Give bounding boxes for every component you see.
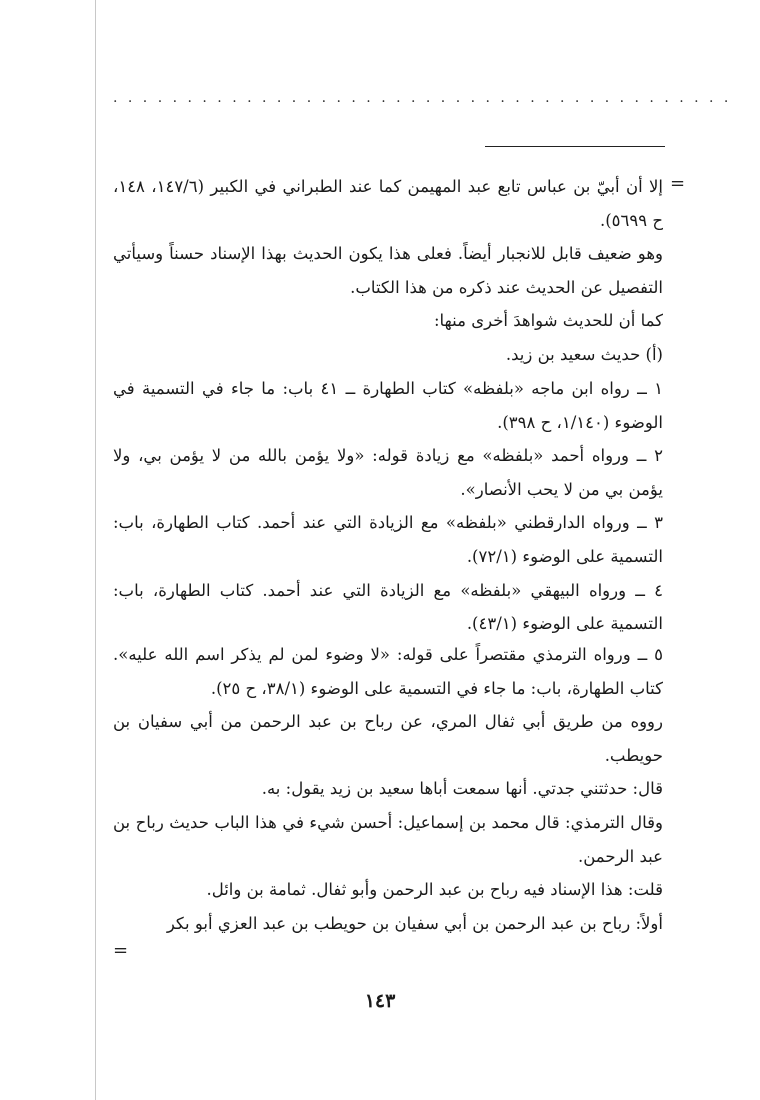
footnote-block-3 <box>113 638 663 940</box>
footnote-paragraph: ٥ ــ ورواه الترمذي مقتصراً على قوله: «لا وضوء لمن لم يذكر اسم الله عليه». كتاب الطهارة، باب: ما جاء في التسمية على الوضوء (٣٨/١، ح ٢٥). <box>113 645 663 698</box>
footnote-paragraph: ٣ ــ ورواه الدارقطني «بلفظه» مع الزيادة التي عند أحمد. كتاب الطهارة، باب: التسمية على الوضوء (٧٢/١). <box>113 513 663 566</box>
footnote-paragraph: (أ) حديث سعيد بن زيد. <box>505 344 663 364</box>
continuation-mark-bottom: = <box>113 940 129 961</box>
footnote-paragraph: كما أن للحديث شواهدَ أخرى منها: <box>433 311 663 331</box>
footnote-paragraph: قلت: هذا الإسناد فيه رباح بن عبد الرحمن وأبو ثفال. ثمامة بن وائل. <box>206 880 663 900</box>
footnote-paragraph: ٢ ــ ورواه أحمد «بلفظه» مع زيادة قوله: «ولا يؤمن بالله من لا يؤمن بي، ولا يؤمن بي من لا يحب الأنصار». <box>113 446 663 499</box>
footnote-separator <box>485 146 665 147</box>
footnote-paragraph: وهو ضعيف قابل للانجبار أيضاً. فعلى هذا يكون الحديث بهذا الإسناد حسناً وسيأتي التفصيل عن الحديث عند ذكره من هذا الكتاب. <box>113 244 663 297</box>
footnote-paragraph: ٤ ــ ورواه البيهقي «بلفظه» مع الزيادة التي عند أحمد. كتاب الطهارة، باب: التسمية على الوضوء (٤٣/١). <box>113 580 663 634</box>
footnote-paragraph: رووه من طريق أبي ثفال المري، عن رباح بن عبد الرحمن من أبي سفيان بن حويطب. <box>113 712 663 765</box>
dot-leader: . . . . . . . . . . . . . . . . . . . . . . . . . . . . . . . . . . . . . . . . . . <box>113 90 732 106</box>
footnote-block-1 <box>113 170 663 372</box>
footnote-paragraph: ١ ــ رواه ابن ماجه «بلفظه» كتاب الطهارة ــ ٤١ باب: ما جاء في التسمية في الوضوء (١/١٤٠، ح ٣٩٨). <box>113 379 663 432</box>
footnote-paragraph: إلا أن أبيّ بن عباس تابع عبد المهيمن كما عند الطبراني في الكبير (١٤٧/٦، ١٤٨، ح ٥٦٩٩). <box>113 177 663 230</box>
continuation-mark-top: = <box>670 173 686 194</box>
page-number: ١٤٣ <box>364 990 396 1012</box>
footnote-paragraph: وقال الترمذي: قال محمد بن إسماعيل: أحسن شيء في هذا الباب حديث رباح بن عبد الرحمن. <box>113 812 663 866</box>
footnote-paragraph: قال: حدثتني جدتي. أنها سمعت أباها سعيد بن زيد يقول: به. <box>261 779 663 799</box>
page-edge-line <box>95 0 96 1100</box>
footnote-block-2 <box>113 372 663 641</box>
footnote-paragraph: أولاً: رباح بن عبد الرحمن بن أبي سفيان بن حويطب بن عبد العزي أبو بكر <box>166 913 663 933</box>
